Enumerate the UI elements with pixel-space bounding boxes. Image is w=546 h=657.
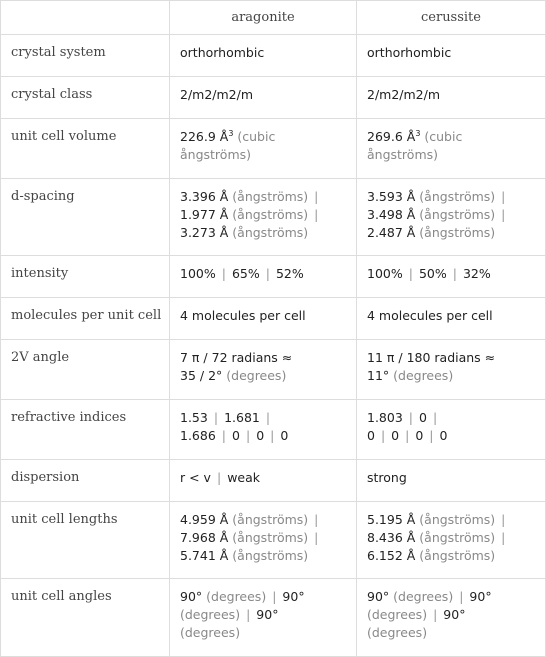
table-row bbox=[1, 579, 546, 657]
row-label: d-spacing bbox=[1, 179, 170, 256]
cell-value: strong bbox=[357, 460, 546, 502]
table-row bbox=[1, 460, 546, 502]
row-label: intensity bbox=[1, 256, 170, 298]
row-label: crystal system bbox=[1, 35, 170, 77]
table-row bbox=[1, 179, 546, 256]
cell-value: 4.959 Å (ångströms) | 7.968 Å (ångströms) | 5.741 Å (ångströms) bbox=[170, 502, 357, 579]
table-row bbox=[1, 256, 546, 298]
cell-value: 4 molecules per cell bbox=[357, 298, 546, 340]
cell-value: 2/m2/m2/m bbox=[357, 77, 546, 119]
row-label: 2V angle bbox=[1, 340, 170, 400]
cell-value: 100% | 65% | 52% bbox=[170, 256, 357, 298]
cell-value: 3.593 Å (ångströms) | 3.498 Å (ångströms) | 2.487 Å (ångströms) bbox=[357, 179, 546, 256]
row-label: molecules per unit cell bbox=[1, 298, 170, 340]
cell-value: r < v | weak bbox=[170, 460, 357, 502]
header-row bbox=[1, 1, 546, 35]
table-row bbox=[1, 119, 546, 179]
cell-value: 11 π / 180 radians ≈ 11° (degrees) bbox=[357, 340, 546, 400]
table-row bbox=[1, 502, 546, 579]
header-cerussite: cerussite bbox=[357, 1, 546, 35]
row-label: unit cell angles bbox=[1, 579, 170, 657]
row-label: unit cell lengths bbox=[1, 502, 170, 579]
table-row bbox=[1, 400, 546, 460]
cell-value: 226.9 $Å^3$ (cubic ångströms) bbox=[170, 119, 357, 179]
table-row bbox=[1, 340, 546, 400]
cell-value: 5.195 Å (ångströms) | 8.436 Å (ångströms) | 6.152 Å (ångströms) bbox=[357, 502, 546, 579]
cell-value: 1.803 | 0 | 0 | 0 | 0 | 0 bbox=[357, 400, 546, 460]
cell-value: 1.53 | 1.681 | 1.686 | 0 | 0 | 0 bbox=[170, 400, 357, 460]
cell-value: 3.396 Å (ångströms) | 1.977 Å (ångströms) | 3.273 Å (ångströms) bbox=[170, 179, 357, 256]
cell-value: 4 molecules per cell bbox=[170, 298, 357, 340]
cell-value: orthorhombic bbox=[357, 35, 546, 77]
cell-value: 2/m2/m2/m bbox=[170, 77, 357, 119]
row-label: unit cell volume bbox=[1, 119, 170, 179]
table-row bbox=[1, 77, 546, 119]
row-label: refractive indices bbox=[1, 400, 170, 460]
cell-value: orthorhombic bbox=[170, 35, 357, 77]
header-aragonite: aragonite bbox=[170, 1, 357, 35]
row-label: dispersion bbox=[1, 460, 170, 502]
cell-value: 90° (degrees) | 90° (degrees) | 90° (degrees) bbox=[170, 579, 357, 657]
row-label: crystal class bbox=[1, 77, 170, 119]
table-row bbox=[1, 298, 546, 340]
cell-value: 269.6 $Å^3$ (cubic ångströms) bbox=[357, 119, 546, 179]
table-row bbox=[1, 35, 546, 77]
cell-value: 90° (degrees) | 90° (degrees) | 90° (degrees) bbox=[357, 579, 546, 657]
header-empty bbox=[1, 1, 170, 35]
cell-value: 100% | 50% | 32% bbox=[357, 256, 546, 298]
cell-value: 7 π / 72 radians ≈ 35 / 2° (degrees) bbox=[170, 340, 357, 400]
